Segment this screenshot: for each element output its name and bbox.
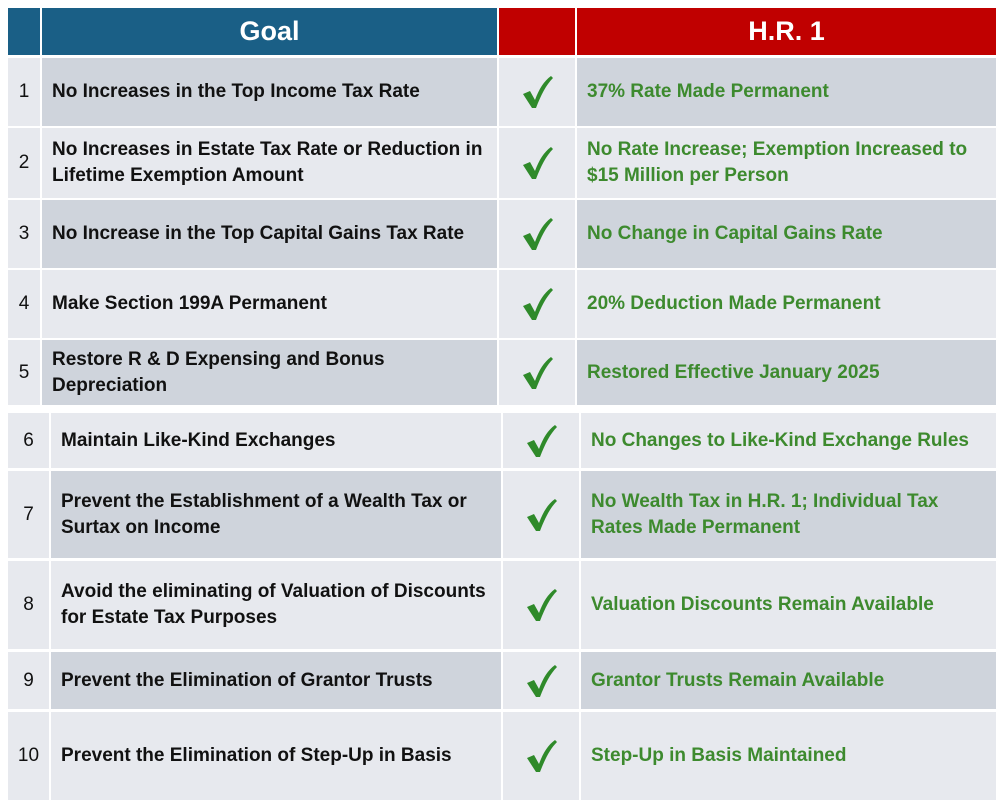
header-hr1: H.R. 1 (577, 8, 996, 55)
row-check (499, 340, 575, 405)
row-result: 37% Rate Made Permanent (577, 58, 996, 126)
check-icon (524, 587, 558, 623)
row-result: Grantor Trusts Remain Available (581, 652, 996, 709)
row-result: No Rate Increase; Exemption Increased to $15 Million per Person (577, 128, 996, 198)
row-goal: Prevent the Establishment of a Wealth Tax or Surtax on Income (51, 471, 501, 558)
check-icon (520, 145, 554, 181)
row-number: 1 (8, 58, 40, 126)
row-goal: Avoid the eliminating of Valuation of Discounts for Estate Tax Purposes (51, 561, 501, 649)
row-number: 3 (8, 200, 40, 268)
row-number: 7 (8, 471, 49, 558)
row-result: Step-Up in Basis Maintained (581, 712, 996, 800)
row-check (499, 270, 575, 338)
check-icon (520, 216, 554, 252)
row-goal: Prevent the Elimination of Step-Up in Basis (51, 712, 501, 800)
row-goal: No Increases in the Top Income Tax Rate (42, 58, 497, 126)
row-check (499, 128, 575, 198)
header-goal: Goal (42, 8, 497, 55)
row-number: 4 (8, 270, 40, 338)
row-goal: Maintain Like-Kind Exchanges (51, 413, 501, 468)
row-number: 8 (8, 561, 49, 649)
row-check (503, 561, 579, 649)
header-check-cell (499, 8, 575, 55)
row-number: 2 (8, 128, 40, 198)
row-result: No Changes to Like-Kind Exchange Rules (581, 413, 996, 468)
row-check (503, 712, 579, 800)
row-check (503, 471, 579, 558)
row-result: No Change in Capital Gains Rate (577, 200, 996, 268)
row-number: 9 (8, 652, 49, 709)
row-number: 10 (8, 712, 49, 800)
row-check (499, 58, 575, 126)
check-icon (520, 286, 554, 322)
row-goal: Prevent the Elimination of Grantor Trusts (51, 652, 501, 709)
row-goal: No Increase in the Top Capital Gains Tax Rate (42, 200, 497, 268)
row-check (499, 200, 575, 268)
row-goal: No Increases in Estate Tax Rate or Reduction in Lifetime Exemption Amount (42, 128, 497, 198)
check-icon (520, 355, 554, 391)
check-icon (524, 738, 558, 774)
row-result: Restored Effective January 2025 (577, 340, 996, 405)
row-goal: Make Section 199A Permanent (42, 270, 497, 338)
row-check (503, 652, 579, 709)
check-icon (524, 663, 558, 699)
check-icon (524, 423, 558, 459)
row-number: 5 (8, 340, 40, 405)
row-result: Valuation Discounts Remain Available (581, 561, 996, 649)
row-result: 20% Deduction Made Permanent (577, 270, 996, 338)
row-check (503, 413, 579, 468)
check-icon (524, 497, 558, 533)
header-number-cell (8, 8, 40, 55)
row-result: No Wealth Tax in H.R. 1; Individual Tax Rates Made Permanent (581, 471, 996, 558)
row-goal: Restore R & D Expensing and Bonus Depreciation (42, 340, 497, 405)
row-number: 6 (8, 413, 49, 468)
check-icon (520, 74, 554, 110)
